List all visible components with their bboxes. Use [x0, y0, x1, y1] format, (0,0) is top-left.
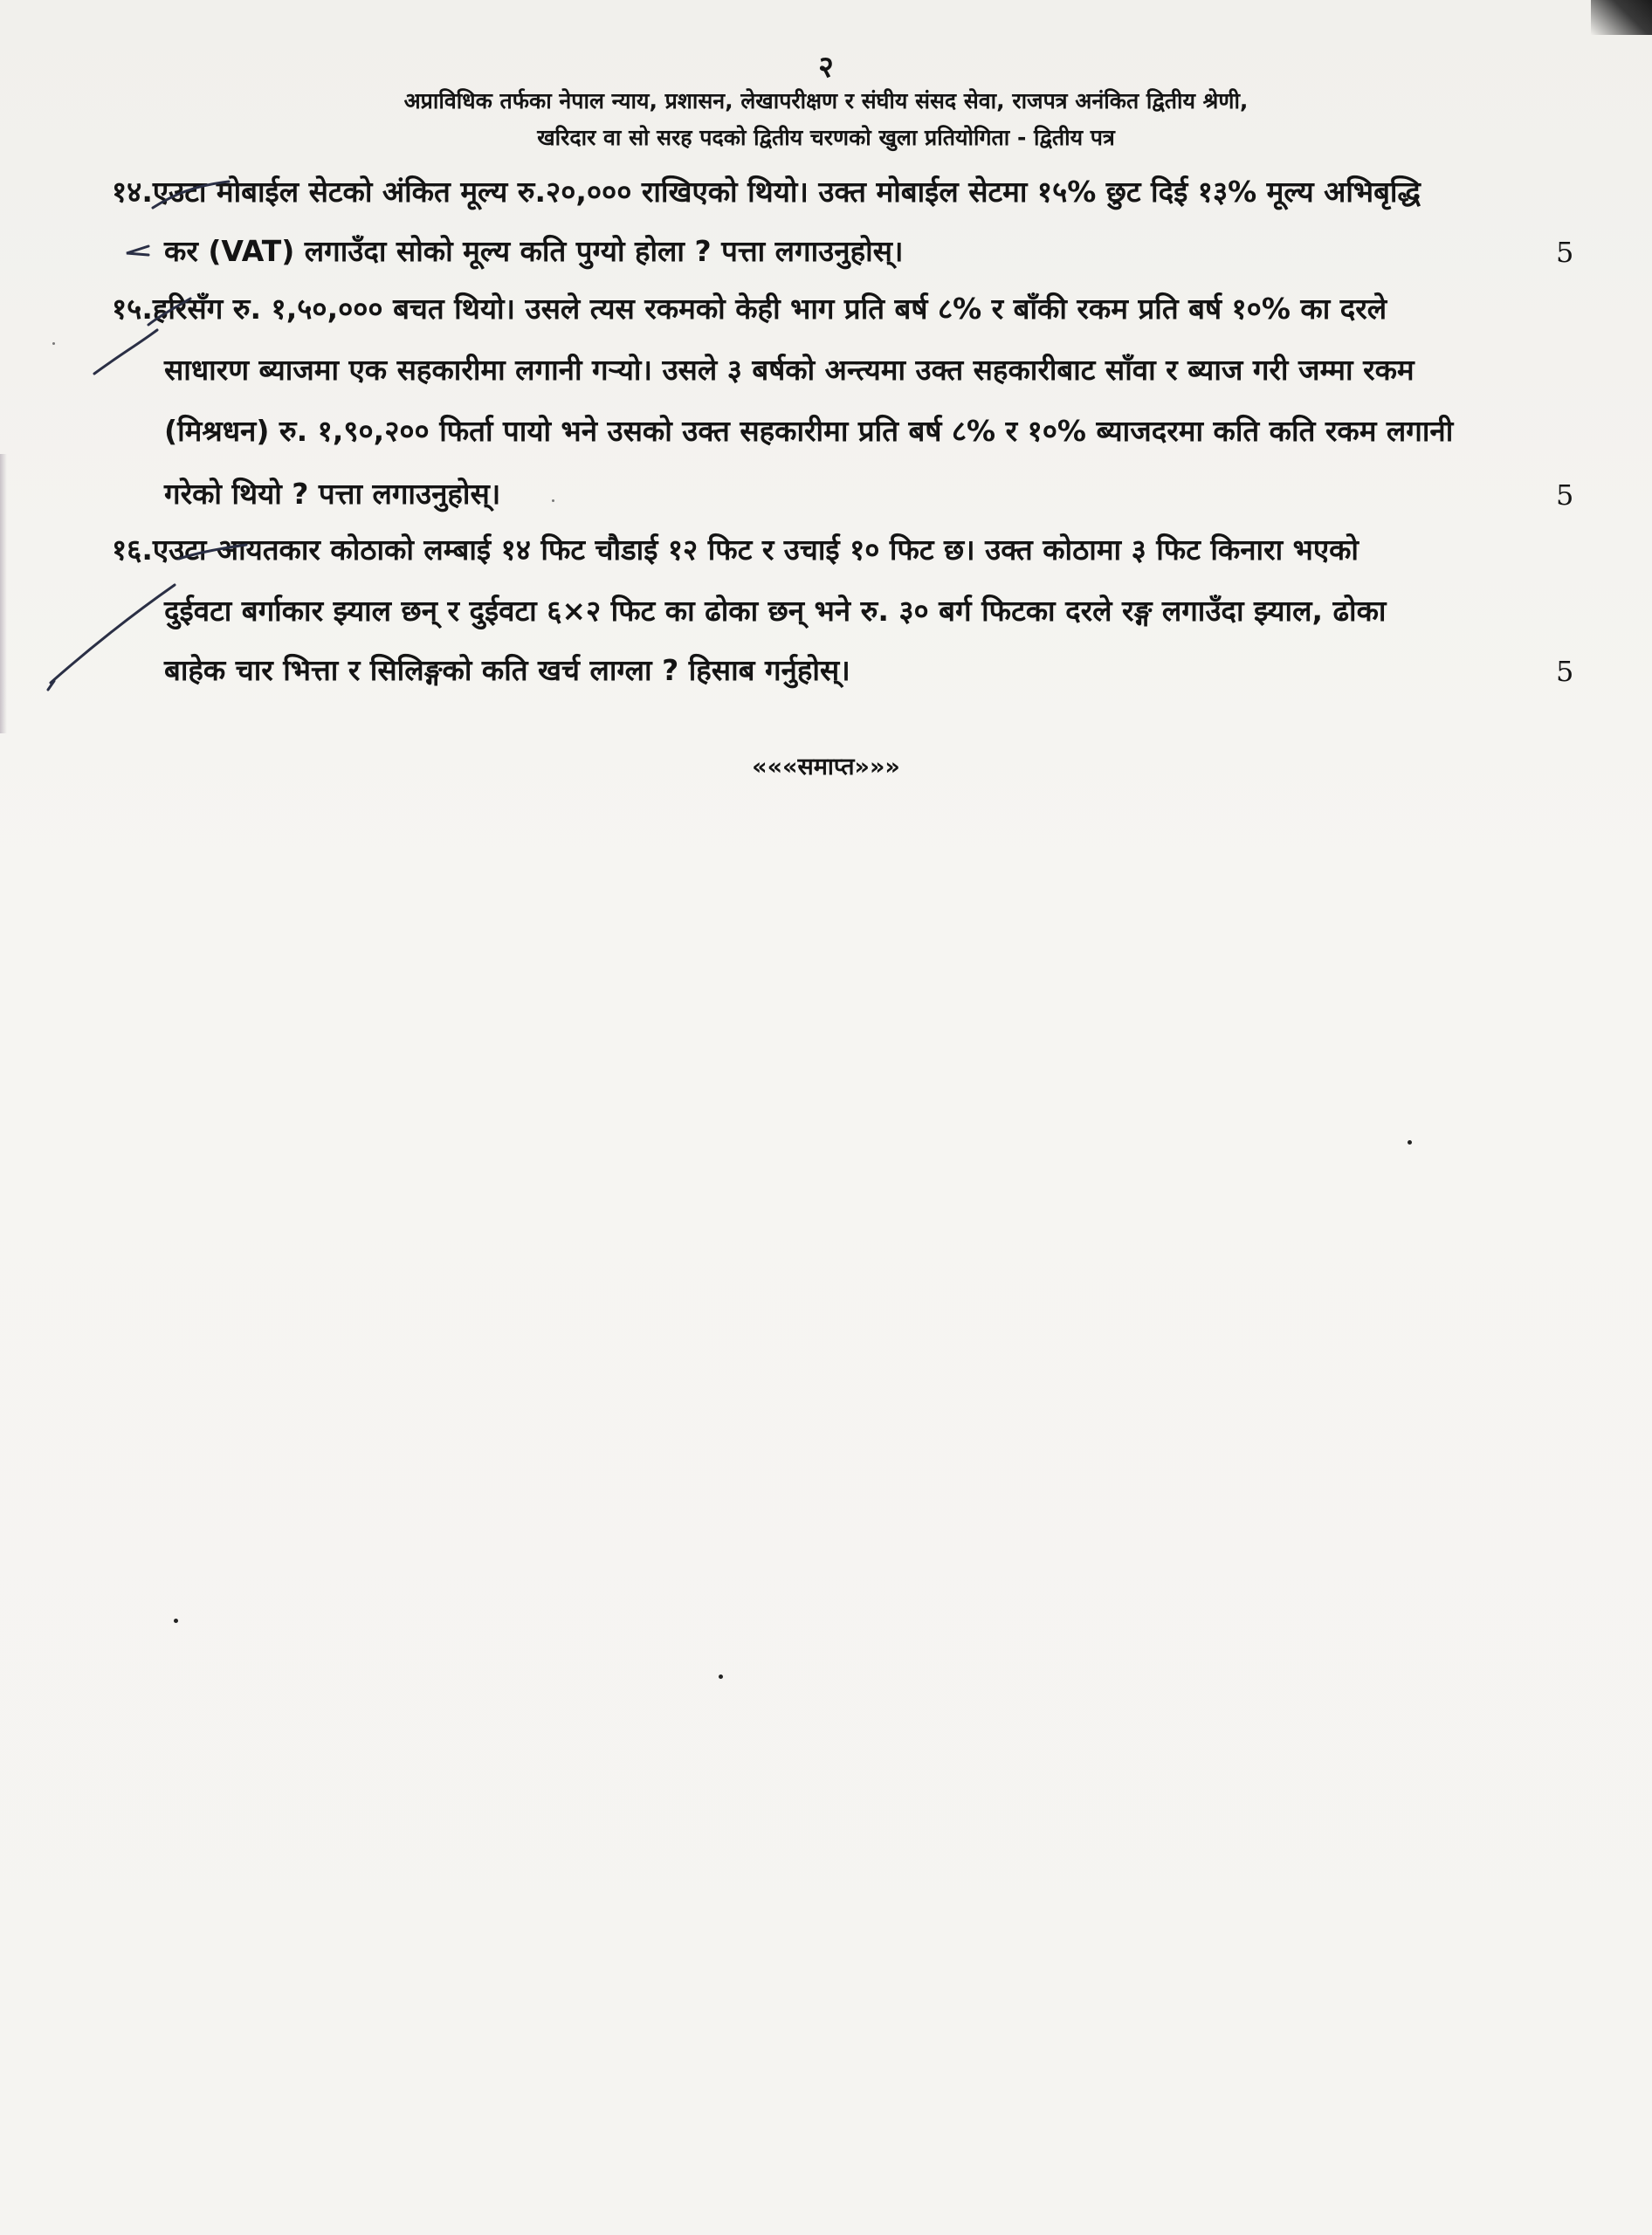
header-line-1: अप्राविधिक तर्फका नेपाल न्याय, प्रशासन, लेखापरीक्षण र संघीय संसद सेवा, राजपत्र अनंकित द्वितीय श्रेणी,: [403, 88, 1249, 113]
question-16-line-1: [112, 533, 1359, 567]
question-15-text-1: हरिसँग रु. १,५०,००० बचत थियो। उसले त्यस रकमको केही भाग प्रति बर्ष ८% र बाँकी रकम प्रति बर्ष १०% का दरले: [152, 292, 1387, 326]
paper-speck: [52, 342, 55, 345]
question-15-number: १५.: [112, 292, 153, 326]
paper-speck: [719, 1675, 723, 1679]
question-14-text-1: एउटा मोबाईल सेटको अंकित मूल्य रु.२०,००० राखिएको थियो। उक्त मोबाईल सेटमा १५% छुट दिई १३% मूल्य अभिबृद्धि: [152, 175, 1421, 209]
page-edge-shadow: [0, 454, 7, 733]
question-14-marks: 5: [1556, 236, 1574, 269]
question-16-line-3: बाहेक चार भित्ता र सिलिङ्गको कति खर्च लाग्ला ? हिसाब गर्नुहोस्।: [164, 653, 850, 687]
question-16-number: १६.: [112, 533, 153, 567]
question-15-line-3: (मिश्रधन) रु. १,९०,२०० फिर्ता पायो भने उसको उक्त सहकारीमा प्रति बर्ष ८% र १०% ब्याजदरमा कति कति रकम लगानी: [164, 414, 1454, 448]
question-14-number: १४.: [112, 175, 153, 209]
question-15-line-4: गरेको थियो ? पत्ता लगाउनुहोस्।: [164, 477, 501, 511]
question-14-line-1: [112, 175, 1421, 210]
question-16-marks: 5: [1556, 655, 1574, 688]
pen-stroke-15b: [94, 330, 157, 374]
question-15-marks: 5: [1556, 478, 1574, 512]
paper-speck: [174, 1619, 178, 1623]
paper-speck: [552, 499, 554, 502]
header-line-2: खरिदार वा सो सरह पदको द्वितीय चरणको खुला प्रतियोगिता - द्वितीय पत्र: [537, 125, 1115, 150]
pen-stroke-14b: [127, 246, 148, 255]
page-corner-shadow: [1591, 0, 1652, 35]
question-16-line-2: दुईवटा बर्गाकार झ्याल छन् र दुईवटा ६×२ फिट का ढोका छन् भने रु. ३० बर्ग फिटका दरले रङ्ग लगाउँदा झ्याल, ढोका: [164, 594, 1387, 628]
question-16-text-1: एउटा आयतकार कोठाको लम्बाई १४ फिट चौडाई १२ फिट र उचाई १० फिट छ। उक्त कोठामा ३ फिट किनारा भएको: [152, 533, 1359, 567]
question-15-line-1: [112, 292, 1387, 327]
paper-speck: [1408, 1140, 1412, 1145]
pen-stroke-16b: [51, 585, 175, 683]
pen-stroke-16c: [48, 681, 54, 690]
question-15-line-2: साधारण ब्याजमा एक सहकारीमा लगानी गऱ्यो। उसले ३ बर्षको अन्त्यमा उक्त सहकारीबाट साँवा र ब्याज गरी जम्मा रकम: [164, 353, 1415, 387]
page-number: २: [818, 50, 834, 85]
question-14-line-2: कर (VAT) लगाउँदा सोको मूल्य कति पुग्यो होला ? पत्ता लगाउनुहोस्।: [164, 234, 904, 268]
end-mark: «««समाप्त»»»: [752, 753, 900, 781]
